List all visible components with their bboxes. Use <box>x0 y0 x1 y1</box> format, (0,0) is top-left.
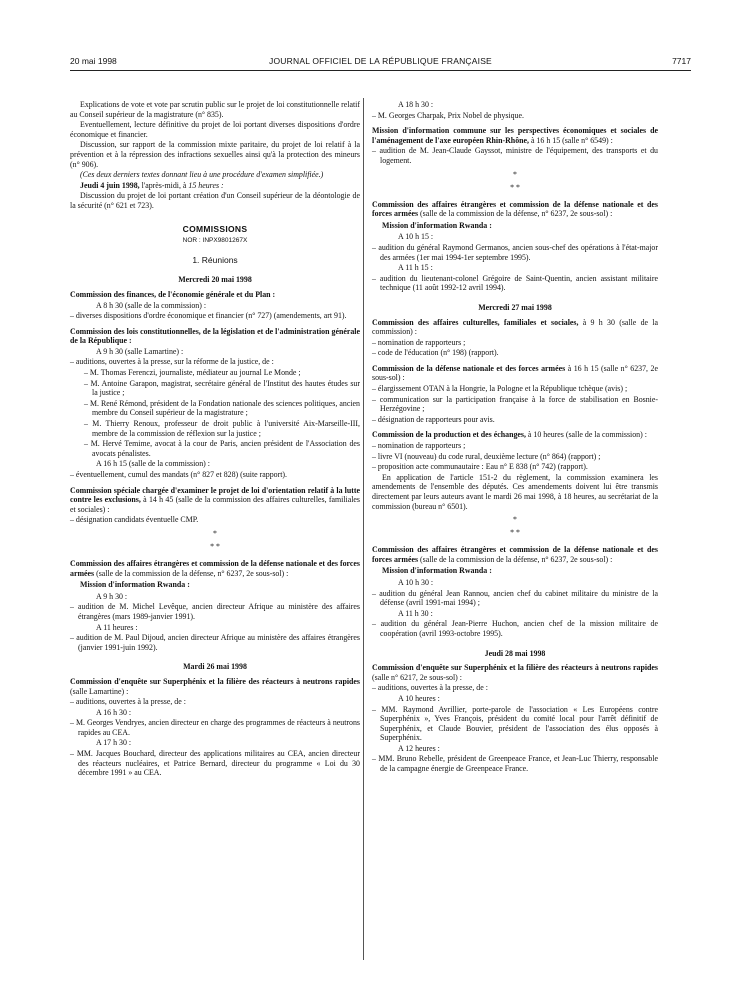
subsection-title: 1. Réunions <box>192 254 238 265</box>
agenda-item: – audition du lieutenant-colonel Grégoire de Saint-Quentin, ancien assistant militaire technique (11 août 1992-12 avril 1994). <box>372 273 658 293</box>
agenda-item: – livre VI (nouveau) du code rural, deuxième lecture (n° 864) (rapport) ; <box>372 451 601 461</box>
agenda-subitem: – M. Hervé Temime, avocat à la cour de Paris, ancien président de l'Association des avocats pénalistes. <box>84 439 360 458</box>
paragraph: Explications de vote et vote par scrutin public sur le projet de loi constitutionnelle relatif au Conseil supérieur de la magistrature (n° 835). <box>70 100 360 119</box>
agenda-subitem: – M. René Rémond, président de la Fondation nationale des sciences politiques, ancien membre du Conseil supérieur de la magistrature ; <box>84 398 360 418</box>
session-time: A 11 heures : <box>96 622 138 632</box>
commission-details: à 9 h 30 (salle de la commission) : <box>372 317 658 337</box>
commission-details: à 16 h 15 (salle n° 6237, 2e sous-sol) : <box>372 363 659 383</box>
session-time: A 12 heures : <box>398 743 440 753</box>
section-title: COMMISSIONS <box>182 223 248 234</box>
agenda-date: Jeudi 4 juin 1998, <box>80 180 140 190</box>
commission-heading <box>372 200 658 219</box>
commission-heading <box>372 364 658 383</box>
session-time: A 9 h 30 (salle Lamartine) : <box>96 346 184 356</box>
mission-heading: Mission d'information Rwanda : <box>382 566 492 576</box>
agenda-item: – auditions, ouvertes à la presse, de : <box>70 697 186 707</box>
agenda-item: – nomination de rapporteurs ; <box>372 337 466 347</box>
commission-name: Commission des affaires étrangères <box>70 558 190 568</box>
agenda-subitem: – M. Thierry Renoux, professeur de droit public à l'université Aix-Marseille-III, membre de la commission de réflexion sur la justice ; <box>84 419 360 438</box>
separator-stars: * * <box>210 541 220 551</box>
agenda-time: 15 heures : <box>188 180 224 190</box>
agenda-item: – MM. Bruno Rebelle, président de Greenpeace France, et Jean-Luc Thierry, responsable de la campagne énergie de Greenpeace France. <box>372 754 658 774</box>
mission-details: à 16 h 15 (salle n° 6549) : <box>529 135 613 145</box>
separator-stars: * * <box>510 528 520 538</box>
commission-details: (salle de la commission de la défense, n° 6237, 2e sous-sol) : <box>418 554 613 564</box>
nor-reference: NOR : INPX9801267X <box>182 237 248 245</box>
paragraph-text: l'après-midi, à <box>139 180 189 190</box>
mission-name: Mission d'information commune sur les perspectives économiques et sociales de l'aménagement de l'axe européen Rhin-Rhône, <box>372 126 658 145</box>
agenda-item: – proposition acte communautaire : Eau n° E 838 (n° 742) (rapport). <box>372 462 588 472</box>
paragraph: Discussion du projet de loi portant création d'un Conseil supérieur de la déontologie de la sécurité (n° 621 et 723). <box>70 191 360 210</box>
session-time: A 10 h 30 : <box>398 577 434 587</box>
commission-name: Commission des affaires étrangères <box>372 199 497 209</box>
agenda-item: – M. Georges Charpak, Prix Nobel de physique. <box>372 110 524 120</box>
date-heading: Jeudi 28 mai 1998 <box>484 648 546 658</box>
commission-details: (salle de la commission de la défense, n° 6237, 2e sous-sol) : <box>418 209 613 219</box>
header-rule <box>70 70 691 71</box>
agenda-subitem: – M. Thomas Ferenczi, journaliste, médiateur au journal Le Monde ; <box>84 368 301 378</box>
session-time: A 10 h 15 : <box>398 232 434 242</box>
header-page-number: 7717 <box>672 56 691 66</box>
commission-name: et commission de la défense nationale et des forces armées <box>372 199 658 219</box>
agenda-item: – audition de M. Jean-Claude Gayssot, ministre de l'équipement, des transports et du logement. <box>372 146 658 165</box>
agenda-item: – auditions, ouvertes à la presse, sur la réforme de la justice, de : <box>70 357 274 367</box>
right-column <box>372 100 658 775</box>
agenda-item: – désignation de rapporteurs pour avis. <box>372 414 495 424</box>
session-time: A 10 heures : <box>398 693 440 703</box>
header-date: 20 mai 1998 <box>70 56 117 66</box>
agenda-item: – élargissement OTAN à la Hongrie, la Pologne et la République tchèque (avis) ; <box>372 384 628 394</box>
session-time: A 8 h 30 (salle de la commission) : <box>96 300 207 310</box>
commission-details: à 10 heures (salle de la commission) : <box>525 430 647 440</box>
session-time: A 9 h 30 : <box>96 591 128 601</box>
commission-details: (salle Lamartine) : <box>70 686 129 696</box>
commission-heading: Commission des lois constitutionnelles, de la législation et de l'administration générale de la République : <box>70 326 360 346</box>
paragraph <box>70 181 360 191</box>
column-divider <box>363 98 364 960</box>
date-heading: Mercredi 20 mai 1998 <box>178 275 252 285</box>
commission-details: à 14 h 45 (salle de la commission des affaires culturelles, familiales et sociales) : <box>70 495 360 514</box>
paragraph: (Ces deux derniers textes donnant lieu à une procédure d'examen simplifiée.) <box>80 170 324 180</box>
date-heading: Mercredi 27 mai 1998 <box>478 302 552 312</box>
agenda-item: – audition du général Raymond Germanos, ancien sous-chef des opérations à l'état-major des armées (1er mai 1994-1er septembre 1995). <box>372 242 658 262</box>
commission-heading <box>372 663 658 682</box>
separator-star: * <box>513 169 517 179</box>
agenda-item: – M. Georges Vendryes, ancien directeur en charge des programmes de réacteurs à neutrons rapides au CEA. <box>70 718 360 737</box>
separator-stars: * * <box>510 182 520 192</box>
session-time: A 11 h 30 : <box>398 608 433 618</box>
agenda-item: – communication sur la participation française à la force de stabilisation en Bosnie-Herzégovine ; <box>372 394 658 414</box>
commission-name: Commission des affaires étrangères et commission de la défense nationale et des forces armées <box>372 545 658 564</box>
agenda-item: – éventuellement, cumul des mandats (n° 827 et 828) (suite rapport). <box>70 470 288 479</box>
header-title: JOURNAL OFFICIEL DE LA RÉPUBLIQUE FRANÇAISE <box>269 56 492 66</box>
session-time: A 16 h 30 : <box>96 707 132 717</box>
agenda-item: – audition de M. Michel Levêque, ancien directeur Afrique au ministère des affaires étrangères (mars 1989-janvier 1991). <box>70 602 360 621</box>
mission-heading: Mission d'information Rwanda : <box>382 220 492 230</box>
agenda-item: – audition de M. Paul Dijoud, ancien directeur Afrique au ministère des affaires étrangères (janvier 1991-juin 1992). <box>70 633 360 652</box>
mission-heading: Mission d'information Rwanda : <box>80 580 190 590</box>
commission-name: Commission d'enquête sur Superphénix et la filière des réacteurs à neutrons rapides <box>372 663 658 673</box>
commission-heading <box>70 486 360 515</box>
commission-name: Commission de la production et des échanges, <box>372 430 526 440</box>
commission-name: Commission de la défense nationale et des forces armées <box>372 363 566 373</box>
agenda-item: – auditions, ouvertes à la presse, de : <box>372 683 488 693</box>
agenda-item: – code de l'éducation (n° 198) (rapport). <box>372 348 499 358</box>
paragraph: En application de l'article 151-2 du règlement, la commission examinera les amendements de l'ensemble des députés. Ces amendements doivent lui être transmis directement par leurs auteurs avant le mardi 26 mai 1998, à 18 heures, au secrétariat de la commission (bureau n° 6501). <box>372 472 658 511</box>
page-header <box>70 56 691 70</box>
commission-name: Commission des affaires culturelles, familiales et sociales, <box>372 317 579 327</box>
commission-name: et commission de la défense nationale et des forces armées <box>70 558 360 578</box>
date-heading: Mardi 26 mai 1998 <box>183 662 247 672</box>
agenda-subitem: – M. Antoine Garapon, magistrat, secrétaire général de l'Institut des hautes études sur la justice ; <box>84 378 360 398</box>
commission-details: (salle n° 6217, 2e sous-sol) : <box>372 672 462 682</box>
commission-details: (salle de la commission de la défense, n° 6237, 2e sous-sol) : <box>94 568 289 578</box>
session-time: A 18 h 30 : <box>398 100 434 109</box>
mission-heading <box>372 126 658 145</box>
agenda-item: – désignation candidats éventuelle CMP. <box>70 515 199 525</box>
agenda-item: – MM. Raymond Avrillier, porte-parole de l'association « Les Européens contre Superphénix », Yves François, président du comité local pour l'arrêt définitif de Superphénix, et Claude Bouvier, président de l'association des élus opposés à Superphénix. <box>372 704 658 743</box>
session-time: A 11 h 15 : <box>398 263 433 273</box>
paragraph: Eventuellement, lecture définitive du projet de loi portant diverses dispositions d'ordre économique et financier. <box>70 120 360 139</box>
agenda-item: – audition du général Jean-Pierre Huchon, ancien chef de la mission militaire de coopération (avril 1993-octobre 1995). <box>372 619 658 638</box>
commission-heading <box>70 677 360 696</box>
paragraph: Discussion, sur rapport de la commission mixte paritaire, du projet de loi relatif à la prévention et à la répression des infractions sexuelles ainsi qu'à la protection des mineurs (n° 906). <box>70 140 360 169</box>
separator-star: * <box>513 515 517 525</box>
agenda-item: – diverses dispositions d'ordre économique et financier (n° 727) (amendements, art 91). <box>70 311 347 321</box>
agenda-item: – nomination de rapporteurs ; <box>372 441 466 451</box>
commission-heading <box>372 318 658 337</box>
agenda-item: – MM. Jacques Bouchard, directeur des applications militaires au CEA, ancien directeur des réacteurs nucléaires, et Patrice Bernard, directeur du programme « Loi du 30 décembre 1991 » au CEA. <box>70 749 360 778</box>
commission-heading <box>70 559 360 578</box>
separator-star: * <box>213 528 217 538</box>
session-time: A 16 h 15 (salle de la commission) : <box>96 459 210 469</box>
session-time: A 17 h 30 : <box>96 738 132 748</box>
commission-heading <box>372 545 658 564</box>
left-column <box>70 100 360 779</box>
commission-heading: Commission des finances, de l'économie générale et du Plan : <box>70 289 276 299</box>
commission-heading <box>372 430 658 440</box>
commission-name: Commission d'enquête sur Superphénix et la filière des réacteurs à neutrons rapides <box>70 676 360 686</box>
commission-name: Commission spéciale chargée d'examiner le projet de loi d'orientation relatif à la lutte contre les exclusions, <box>70 485 360 505</box>
agenda-item: – audition du général Jean Rannou, ancien chef du cabinet militaire du ministre de la défense (avril 1991-mai 1994) ; <box>372 588 658 608</box>
